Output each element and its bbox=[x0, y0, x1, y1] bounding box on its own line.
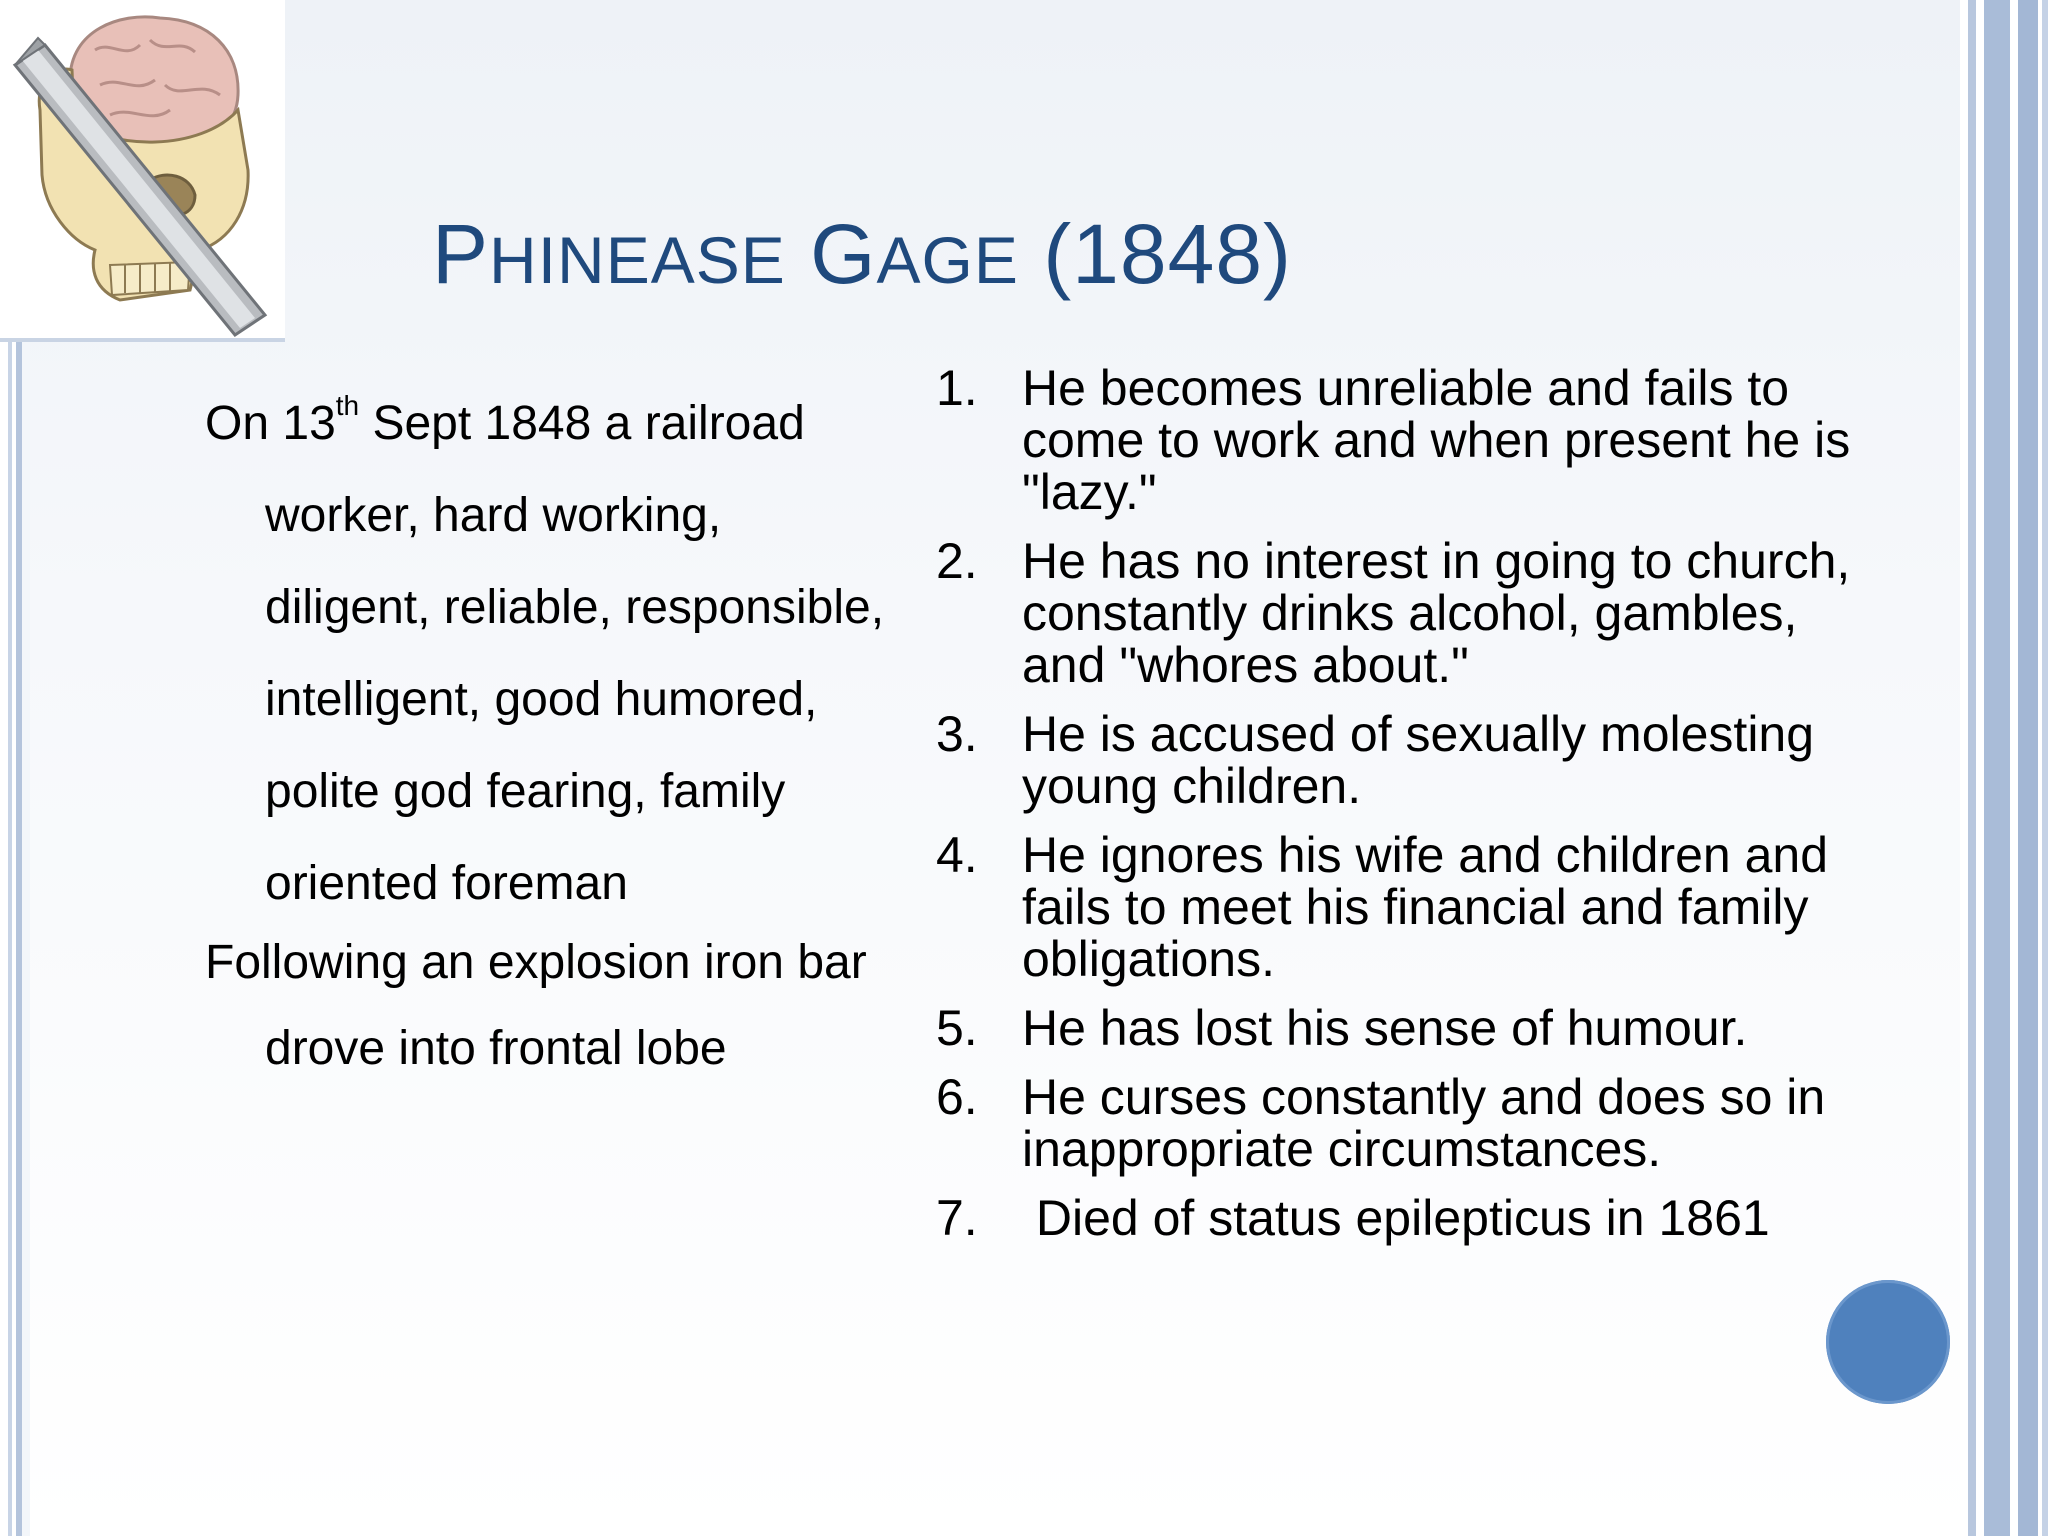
list-item: 6. He curses constantly and does so in inappropriate circumstances. bbox=[936, 1069, 1826, 1177]
list-item: 1. He becomes unreliable and fails to come to work and when present he is "lazy." bbox=[936, 360, 1851, 520]
slide-title: PHINEASE GAGE (1848) bbox=[432, 207, 1293, 301]
right-column bbox=[936, 362, 1876, 1261]
left-column bbox=[205, 378, 885, 1092]
list-item: 4. He ignores his wife and children and fails to meet his financial and family obligations. bbox=[936, 827, 1829, 987]
list-item: 7. Died of status epilepticus in 1861 bbox=[936, 1190, 1770, 1246]
right-decorative-bars bbox=[1960, 0, 2048, 1536]
list-item: 5. He has lost his sense of humour. bbox=[936, 1000, 1748, 1056]
list-item: 3. He is accused of sexually molesting young children. bbox=[936, 706, 1815, 814]
intro-paragraph: On 13th Sept 1848 a railroad worker, hard working, diligent, reliable, responsible, intelligent, good humored, polite god fearing, family oriented foreman bbox=[205, 390, 885, 910]
skull-illustration bbox=[0, 0, 285, 338]
incident-paragraph: Following an explosion iron bar drove into frontal lobe bbox=[205, 936, 867, 1075]
list-item: 2. He has no interest in going to church, constantly drinks alcohol, gambles, and "whores about." bbox=[936, 533, 1851, 693]
symptom-list bbox=[936, 362, 1876, 1244]
left-frame-border bbox=[0, 338, 30, 1536]
decorative-circle bbox=[1826, 1280, 1950, 1404]
skull-rod-icon bbox=[0, 0, 285, 338]
